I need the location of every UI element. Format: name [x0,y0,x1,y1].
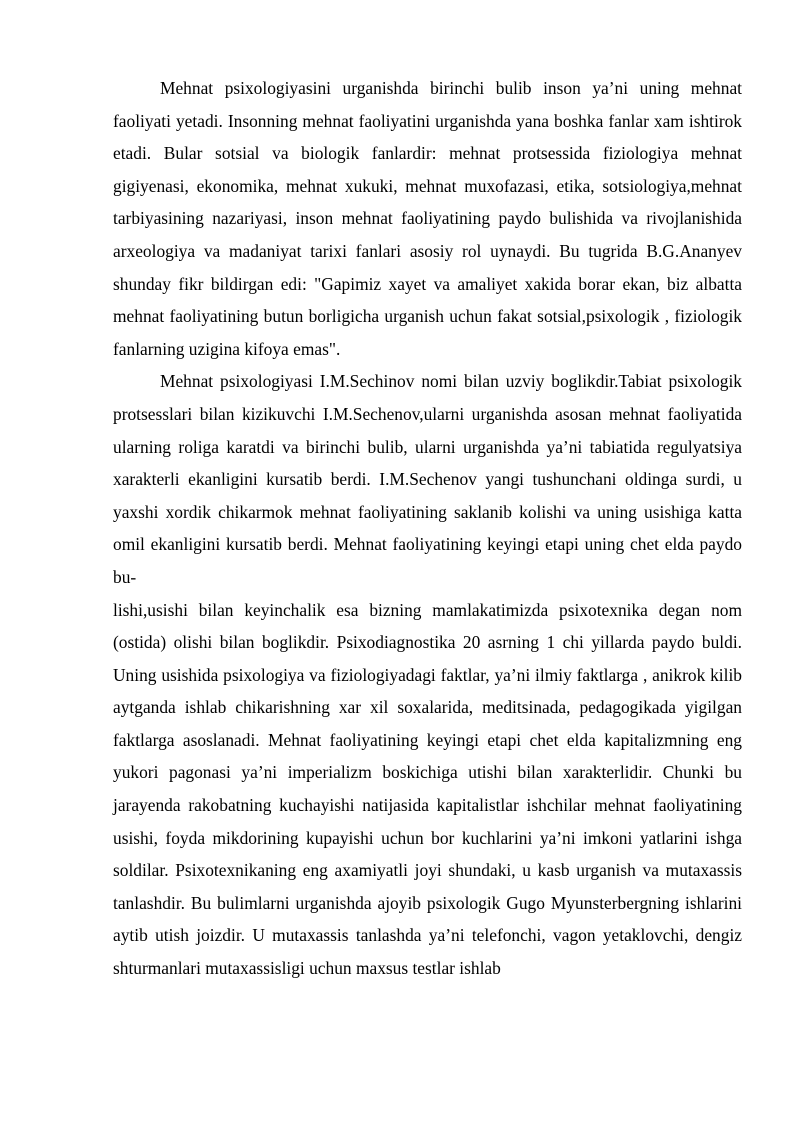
document-body [113,72,742,985]
paragraph-2: Mehnat psixologiyasi I.M.Sechinov nomi bilan uzviy boglikdir.Tabiat psixologik protsesslari bilan kizikuvchi I.M.Sechenov,ularni urganishda asosan mehnat faoliyatida ularning roliga karatdi va birinchi bulib, ularni urganishda ya’ni tabiatida regulyatsiya xarakterli ekanligini kursatib berdi. I.M.Sechenov yangi tushunchani oldinga surdi, u yaxshi xordik chikarmok mehnat faoliyatining saklanib kolishi va uning usishiga katta omil ekanligini kursatib berdi. Mehnat faoliyatining keyingi etapi uning chet elda paydo bu- [113,371,742,587]
paragraph-3: lishi,usishi bilan keyinchalik esa bizning mamlakatimizda psixotexnika degan nom (ostida) olishi bilan boglikdir. Psixodiagnostika 20 asrning 1 chi yillarda paydo buldi. Uning usishida psixologiya va fiziologiyadagi faktlar, ya’ni ilmiy faktlarga , anikrok kilib aytganda ishlab chikarishning xar xil soxalarida, meditsinada, pedagogikada yigilgan faktlarga asoslanadi. Mehnat faoliyatining keyingi etapi chet elda kapitalizmning eng yukori pagonasi ya’ni imperializm boskichiga utishi bilan xarakterlidir. Chunki bu jarayenda rakobatning kuchayishi natijasida kapitalistlar ishchilar mehnat faoliyatining usishi, foyda mikdorining kupayishi uchun bor kuchlarini ya’ni imkoni yatlarini ishga soldilar. Psixotexnikaning eng axamiyatli joyi shundaki, u kasb urganish va mutaxassis tanlashdir. Bu bulimlarni urganishda ajoyib psixologik Gugo Myunsterbergning ishlarini aytib utish joizdir. U mutaxassis tanlashda ya’ni telefonchi, vagon yetaklovchi, dengiz shturmanlari mutaxassisligi uchun maxsus testlar ishlab [113,599,742,979]
paragraph-1: Mehnat psixologiyasini urganishda birinchi bulib inson ya’ni uning mehnat faoliyati yetadi. Insonning mehnat faoliyatini urganishda yana boshka fanlar xam ishtirok etadi. Bular sotsial va biologik fanlardir: mehnat protsessida fiziologiya mehnat gigiyenasi, ekonomika, mehnat xukuki, mehnat muxofazasi, etika, sotsiologiya,mehnat tarbiyasining nazariyasi, inson mehnat faoliyatining paydo bulishida va rivojlanishida arxeologiya va madaniyat tarixi fanlari asosiy rol uynaydi. Bu tugrida B.G.Ananyev shunday fikr bildirgan edi: "Gapimiz xayet va amaliyet xakida borar ekan, biz albatta mehnat faoliyatining butun borligicha urganish uchun fakat sotsial,psixologik , fiziologik fanlarning uzigina kifoya emas". [113,78,742,359]
